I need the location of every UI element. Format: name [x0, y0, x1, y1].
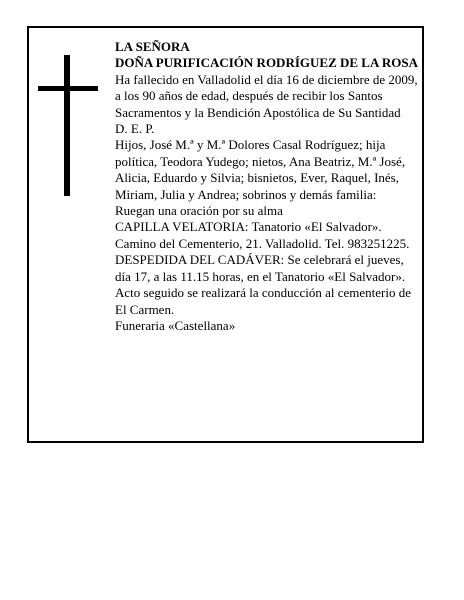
cross-vertical-bar: [64, 55, 70, 196]
deceased-name: DOÑA PURIFICACIÓN RODRÍGUEZ DE LA ROSA: [115, 55, 419, 71]
latin-cross-icon: [38, 55, 98, 196]
funeral-home: Funeraria «Castellana»: [115, 317, 236, 333]
prayer-request: Ruegan una oración por su alma: [115, 203, 283, 219]
rest-in-peace: D. E. P.: [115, 121, 155, 137]
cross-horizontal-bar: [38, 86, 98, 91]
family-members: Hijos, José M.ª y M.ª Dolores Casal Rodríguez; hija política, Teodora Yudego; nietos, Ana Beatriz, M.ª José, Alicia, Eduardo y Silvia; bisnietos, Ever, Raquel, Inés, Miriam, Julia y Andrea; sobrinos y demás familia:: [115, 137, 406, 202]
death-announcement: Ha fallecido en Valladolid el día 16 de diciembre de 2009, a los 90 años de edad, después de recibir los Santos Sacramentos y la Bendición Apostólica de Su Santidad: [115, 71, 418, 120]
title-line-1: LA SEÑORA: [115, 39, 190, 54]
obituary-text: [115, 39, 419, 334]
farewell-info: DESPEDIDA DEL CADÁVER: Se celebrará el jueves, día 17, a las 11.15 horas, en el Tanatorio «El Salvador». Acto seguido se realizará la conducción al cementerio de El Carmen.: [115, 252, 411, 317]
chapel-info: CAPILLA VELATORIA: Tanatorio «El Salvador». Camino del Cementerio, 21. Valladolid. Tel. 983251225.: [115, 219, 410, 251]
